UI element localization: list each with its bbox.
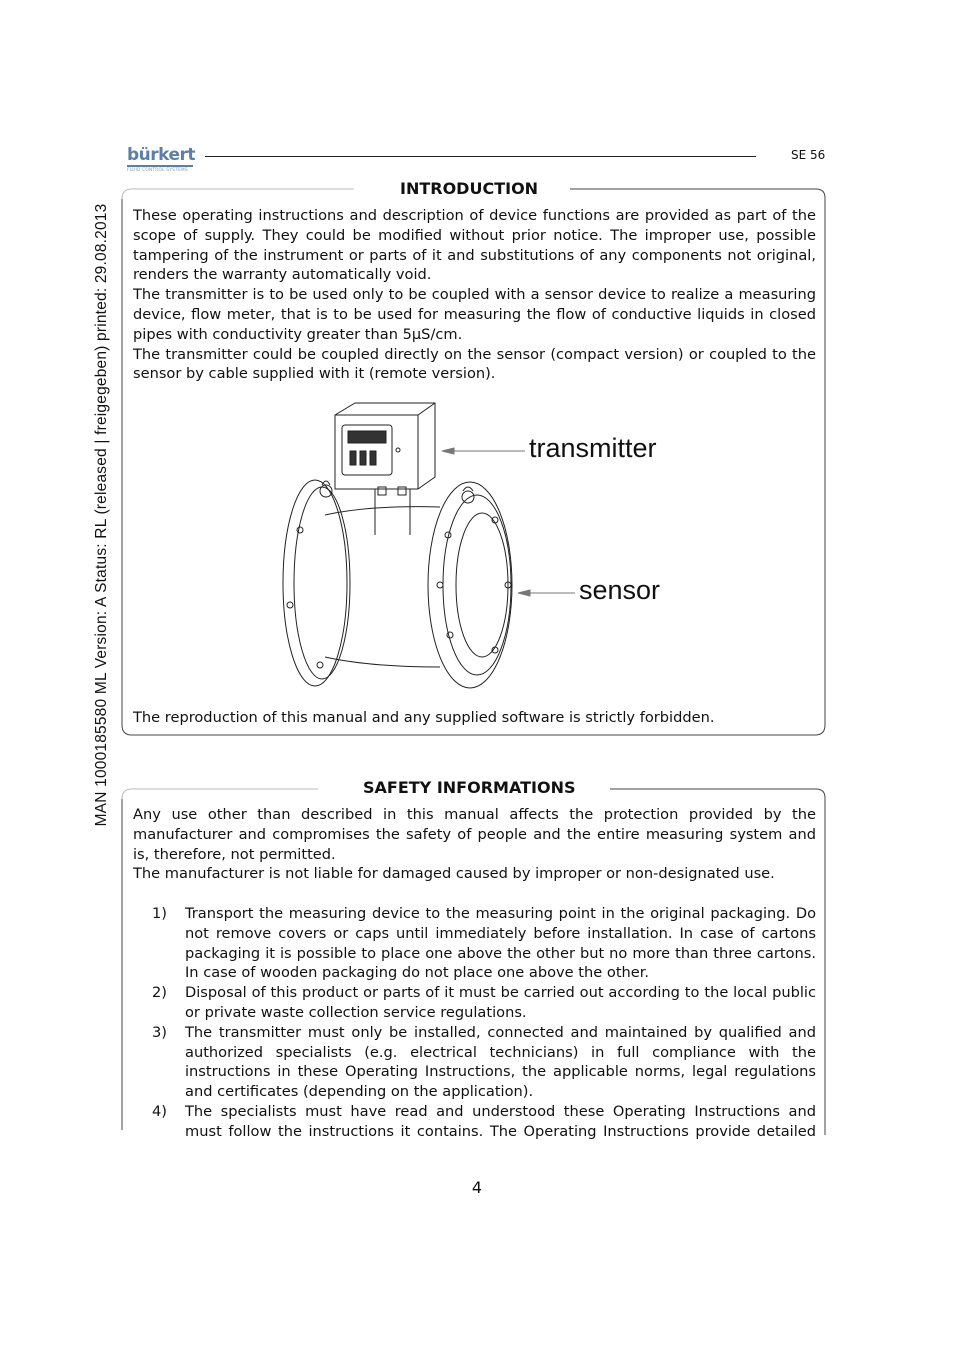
reproduction-note: The reproduction of this manual and any supplied software is strictly forbidden.: [133, 709, 715, 726]
item-text: The transmitter must only be installed, connected and maintained by qualified and authorized specialists (e.g. electrical technicians) in full compliance with the instructions in these Operating Instructions, the applicable norms, legal regulations and certificates (depending on the application).: [185, 1023, 816, 1101]
status-text: MAN 1000185580 ML Version: A Status: RL (released | freigegeben) printed: 29.08.2013: [93, 203, 110, 827]
logo-wordmark: bürkert: [127, 145, 196, 165]
list-item: [133, 1102, 816, 1142]
page-number: 4: [471, 1178, 483, 1197]
safety-title: SAFETY INFORMATIONS: [363, 778, 576, 797]
safety-paragraph: The manufacturer is not liable for damaged caused by improper or non-designated use.: [133, 865, 775, 883]
item-number: 4): [152, 1102, 167, 1120]
logo-tagline: FLUID CONTROL SYSTEMS: [127, 167, 188, 172]
safety-list: [133, 904, 816, 1142]
list-item: [133, 904, 816, 983]
list-item: [133, 1023, 816, 1102]
item-number: 2): [152, 984, 167, 1002]
introduction-title: INTRODUCTION: [400, 179, 539, 198]
header-rule: [205, 156, 756, 157]
list-item: [133, 983, 816, 1023]
item-number: 1): [152, 904, 167, 922]
introduction-body: [133, 206, 816, 384]
intro-paragraph: These operating instructions and description of device functions are provided as part of the scope of supply. They could be modified without prior notice. The improper use, possible tampering of the instrument or parts of it and substitutions of any components not original, renders the warranty automatically void.: [133, 207, 816, 284]
burkert-logo: [127, 146, 195, 178]
sensor-label: sensor: [579, 575, 661, 605]
intro-paragraph: The transmitter could be coupled directly on the sensor (compact version) or coupled to the sensor by cable supplied with it (remote version).: [133, 345, 816, 383]
document-code: SE 56: [791, 148, 826, 162]
transmitter-label: transmitter: [529, 433, 657, 463]
item-number: 3): [152, 1023, 167, 1041]
item-text: Transport the measuring device to the measuring point in the original packaging. Do not remove covers or caps until immediately before installation. In case of cartons packaging it is possible to place one above the other but no more than three cartons. In case of wooden packaging do not place one above the other.: [185, 904, 816, 982]
document-status-note: [87, 155, 117, 875]
safety-paragraph: Any use other than described in this manual affects the protection provided by the manufacturer and compromises the safety of people and the entire measuring system and is, therefore, not permitted.: [133, 806, 816, 863]
safety-body: [133, 805, 816, 1142]
intro-paragraph: The transmitter is to be used only to be coupled with a sensor device to realize a measuring device, flow meter, that is to be used for measuring the flow of conductive liquids in closed pipes with conductivity greater than 5µS/cm.: [133, 286, 816, 343]
item-text: Disposal of this product or parts of it must be carried out according to the local public or private waste collection service regulations.: [185, 984, 816, 1021]
item-text: The specialists must have read and understood these Operating Instructions and must follow the instructions it contains. The Operating Instructions provide detailed: [185, 1102, 816, 1140]
